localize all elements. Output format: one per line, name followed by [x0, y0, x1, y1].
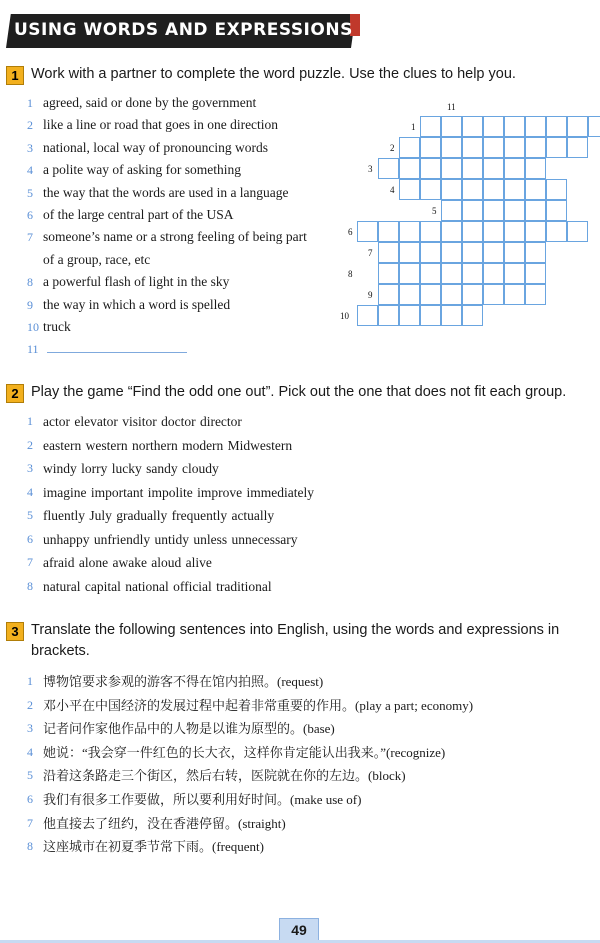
puzzle-number-label: 1 — [411, 122, 416, 132]
puzzle-number-label: 6 — [348, 227, 353, 237]
item-text: 他直接去了纽约，没在香港停留。(straight) — [43, 815, 286, 831]
puzzle-cell[interactable] — [441, 179, 462, 200]
puzzle-cell[interactable] — [378, 284, 399, 305]
item-number: 2 — [27, 118, 33, 133]
puzzle-cell[interactable] — [504, 284, 525, 305]
puzzle-cell[interactable] — [483, 242, 504, 263]
puzzle-cell[interactable] — [525, 137, 546, 158]
puzzle-cell[interactable] — [483, 116, 504, 137]
item-number: 6 — [27, 207, 33, 222]
puzzle-cell[interactable] — [441, 284, 462, 305]
item-text: imagine important impolite improve immediately — [43, 484, 314, 500]
list-item — [27, 504, 314, 528]
list-item — [27, 741, 473, 765]
list-item — [27, 528, 314, 552]
item-text: windy lorry lucky sandy cloudy — [43, 461, 219, 476]
puzzle-cell[interactable] — [546, 200, 567, 221]
puzzle-cell[interactable] — [462, 179, 483, 200]
item-number: 1 — [27, 414, 33, 428]
puzzle-cell[interactable] — [378, 263, 399, 284]
puzzle-cell[interactable] — [399, 179, 420, 200]
puzzle-cell[interactable] — [420, 116, 441, 137]
odd-one-out-list — [27, 410, 314, 598]
list-item — [27, 92, 307, 114]
item-text: of a group, race, etc — [43, 251, 151, 267]
section-3-number: 3 — [6, 622, 24, 641]
list-item — [27, 788, 473, 812]
list-item — [27, 271, 307, 293]
item-text: agreed, said or done by the government — [43, 95, 257, 110]
item-text: afraid alone awake aloud alive — [43, 555, 212, 570]
list-item — [27, 670, 473, 694]
list-item — [27, 137, 307, 159]
puzzle-cell[interactable] — [462, 137, 483, 158]
item-number: 11 — [27, 342, 39, 357]
item-number: 3 — [27, 140, 33, 155]
item-number — [27, 249, 43, 271]
puzzle-cell[interactable] — [462, 242, 483, 263]
puzzle-cell[interactable] — [483, 221, 504, 242]
puzzle-cell[interactable] — [525, 263, 546, 284]
list-item — [27, 694, 473, 718]
item-number: 3 — [27, 461, 33, 475]
puzzle-cell[interactable] — [420, 179, 441, 200]
item-number: 8 — [27, 275, 33, 290]
puzzle-cell[interactable] — [567, 137, 588, 158]
puzzle-cell[interactable] — [504, 263, 525, 284]
section-3-heading — [6, 620, 592, 662]
item-text: truck — [43, 318, 71, 334]
puzzle-cell[interactable] — [504, 137, 525, 158]
list-item — [27, 204, 307, 226]
puzzle-cell[interactable] — [525, 179, 546, 200]
item-number: 2 — [27, 697, 33, 712]
puzzle-cell[interactable] — [462, 200, 483, 221]
list-item — [27, 410, 314, 434]
item-text: national, local way of pronouncing words — [43, 139, 268, 155]
item-number: 7 — [27, 555, 33, 569]
item-text: natural capital national official traditional — [43, 578, 272, 594]
list-item — [27, 551, 314, 575]
puzzle-cell[interactable] — [525, 200, 546, 221]
item-text: actor elevator visitor doctor director — [43, 414, 242, 429]
page-number: 49 — [279, 918, 319, 942]
puzzle-cell[interactable] — [546, 137, 567, 158]
puzzle-cell[interactable] — [483, 179, 504, 200]
puzzle-number-label: 10 — [340, 311, 349, 321]
list-item — [27, 717, 473, 741]
banner-title: USING WORDS AND EXPRESSIONS — [14, 20, 353, 40]
puzzle-cell[interactable] — [378, 158, 399, 179]
puzzle-cell[interactable] — [399, 284, 420, 305]
list-item — [27, 226, 307, 248]
list-item — [27, 812, 473, 836]
puzzle-cell[interactable] — [504, 179, 525, 200]
puzzle-cell[interactable] — [462, 284, 483, 305]
item-number: 7 — [27, 815, 33, 830]
list-item — [27, 316, 307, 338]
item-text: a powerful flash of light in the sky — [43, 274, 230, 290]
section-3-instruction: Translate the following sentences into English, using the words and expressions in brackets. — [31, 622, 560, 659]
item-text: 这座城市在初夏季节常下雨。(frequent) — [43, 839, 264, 855]
list-item — [27, 159, 307, 181]
puzzle-cell[interactable] — [525, 158, 546, 179]
item-number: 6 — [27, 791, 33, 806]
puzzle-cell[interactable] — [420, 221, 441, 242]
clue-list — [27, 92, 307, 361]
puzzle-cell[interactable] — [357, 221, 378, 242]
puzzle-cell[interactable] — [441, 200, 462, 221]
list-item — [27, 481, 314, 505]
list-item — [27, 575, 314, 599]
puzzle-cell[interactable] — [567, 221, 588, 242]
item-text: a polite way of asking for something — [43, 162, 241, 178]
item-text: 沿着这条路走三个街区，然后右转，医院就在你的左边。(block) — [43, 768, 406, 784]
puzzle-cell[interactable] — [483, 200, 504, 221]
puzzle-number-label: 11 — [447, 102, 456, 112]
item-number: 5 — [27, 185, 33, 200]
item-number: 3 — [27, 721, 33, 736]
puzzle-cell[interactable] — [399, 137, 420, 158]
section-banner — [6, 14, 356, 50]
item-number: 9 — [27, 297, 33, 312]
puzzle-cell[interactable] — [462, 263, 483, 284]
puzzle-cell[interactable] — [588, 116, 600, 137]
item-number: 8 — [27, 578, 33, 593]
puzzle-cell[interactable] — [462, 158, 483, 179]
puzzle-cell[interactable] — [441, 158, 462, 179]
puzzle-cell[interactable] — [420, 137, 441, 158]
puzzle-cell[interactable] — [504, 242, 525, 263]
item-number: 6 — [27, 531, 33, 546]
list-item — [27, 249, 307, 271]
puzzle-cell[interactable] — [399, 158, 420, 179]
item-number: 1 — [27, 96, 33, 110]
puzzle-number-label: 7 — [368, 248, 373, 258]
list-item — [27, 294, 307, 316]
puzzle-cell[interactable] — [420, 158, 441, 179]
item-text: 记者问作家他作品中的人物是以谁为原型的。(base) — [43, 721, 335, 737]
puzzle-cell[interactable] — [462, 221, 483, 242]
item-text: eastern western northern modern Midwestern — [43, 437, 293, 453]
item-number: 7 — [27, 230, 33, 245]
item-number: 2 — [27, 437, 33, 452]
item-number: 5 — [27, 768, 33, 783]
puzzle-number-label: 8 — [348, 269, 353, 279]
puzzle-cell[interactable] — [525, 116, 546, 137]
puzzle-cell[interactable] — [546, 179, 567, 200]
item-number: 4 — [27, 163, 33, 178]
section-1-instruction: Work with a partner to complete the word puzzle. Use the clues to help you. — [31, 66, 516, 82]
list-item — [27, 835, 473, 859]
puzzle-cell[interactable] — [483, 158, 504, 179]
puzzle-cell[interactable] — [441, 242, 462, 263]
puzzle-cell[interactable] — [399, 242, 420, 263]
item-number: 10 — [27, 319, 39, 334]
section-2-heading — [6, 382, 592, 403]
item-text: the way that the words are used in a language — [43, 184, 289, 200]
puzzle-number-label: 4 — [390, 185, 395, 195]
item-number: 4 — [27, 744, 33, 759]
puzzle-cell[interactable] — [420, 263, 441, 284]
puzzle-cell[interactable] — [420, 242, 441, 263]
puzzle-number-label: 3 — [368, 164, 373, 174]
list-item — [27, 114, 307, 136]
section-2-instruction: Play the game “Find the odd one out”. Pick out the one that does not fit each group. — [31, 384, 567, 400]
item-number: 8 — [27, 839, 33, 854]
item-text: the way in which a word is spelled — [43, 296, 231, 312]
puzzle-number-label: 5 — [432, 206, 437, 216]
puzzle-cell[interactable] — [546, 116, 567, 137]
item-text: 她说：“我会穿一件红色的长大衣，这样你肯定能认出我来。”(recognize) — [43, 744, 446, 760]
puzzle-cell[interactable] — [504, 221, 525, 242]
puzzle-cell[interactable] — [504, 200, 525, 221]
section-1-number: 1 — [6, 66, 24, 85]
puzzle-cell[interactable] — [504, 116, 525, 137]
item-text: 我们有很多工作要做，所以要利用好时间。(make use of) — [43, 791, 362, 807]
puzzle-cell[interactable] — [441, 263, 462, 284]
item-text: of the large central part of the USA — [43, 206, 234, 222]
item-text: 邓小平在中国经济的发展过程中起着非常重要的作用。(play a part; economy) — [43, 697, 474, 713]
puzzle-cell[interactable] — [525, 284, 546, 305]
puzzle-number-label: 2 — [390, 143, 395, 153]
list-item — [27, 182, 307, 204]
puzzle-cell[interactable] — [525, 221, 546, 242]
puzzle-cell[interactable] — [357, 305, 378, 326]
puzzle-cell[interactable] — [441, 137, 462, 158]
puzzle-cell[interactable] — [483, 263, 504, 284]
item-number: 1 — [27, 674, 33, 688]
item-text: fluently July gradually frequently actually — [43, 508, 275, 523]
puzzle-cell[interactable] — [462, 305, 483, 326]
puzzle-cell[interactable] — [441, 221, 462, 242]
puzzle-number-label: 9 — [368, 290, 373, 300]
puzzle-cell[interactable] — [378, 221, 399, 242]
item-number: 4 — [27, 484, 33, 499]
puzzle-cell[interactable] — [546, 221, 567, 242]
puzzle-cell[interactable] — [420, 284, 441, 305]
list-item — [27, 434, 314, 458]
puzzle-cell[interactable] — [483, 137, 504, 158]
puzzle-cell[interactable] — [462, 116, 483, 137]
list-item — [27, 764, 473, 788]
item-text: 博物馆要求参观的游客不得在馆内拍照。(request) — [43, 674, 324, 689]
puzzle-cell[interactable] — [378, 242, 399, 263]
puzzle-cell[interactable] — [399, 305, 420, 326]
puzzle-cell[interactable] — [525, 242, 546, 263]
puzzle-cell[interactable] — [441, 116, 462, 137]
list-item — [27, 457, 314, 481]
puzzle-cell[interactable] — [504, 158, 525, 179]
answer-blank[interactable] — [47, 338, 187, 353]
list-item — [27, 338, 307, 360]
puzzle-cell[interactable] — [399, 221, 420, 242]
puzzle-cell[interactable] — [441, 305, 462, 326]
puzzle-cell[interactable] — [399, 263, 420, 284]
item-text: unhappy unfriendly untidy unless unnecessary — [43, 531, 298, 547]
item-text: like a line or road that goes in one direction — [43, 117, 279, 133]
puzzle-cell[interactable] — [483, 284, 504, 305]
puzzle-cell[interactable] — [378, 305, 399, 326]
section-1-heading — [6, 64, 592, 85]
translation-list — [27, 670, 473, 859]
section-2-number: 2 — [6, 384, 24, 403]
puzzle-cell[interactable] — [567, 116, 588, 137]
puzzle-cell[interactable] — [420, 305, 441, 326]
item-number: 5 — [27, 508, 33, 522]
item-text: someone’s name or a strong feeling of being part — [43, 229, 307, 245]
